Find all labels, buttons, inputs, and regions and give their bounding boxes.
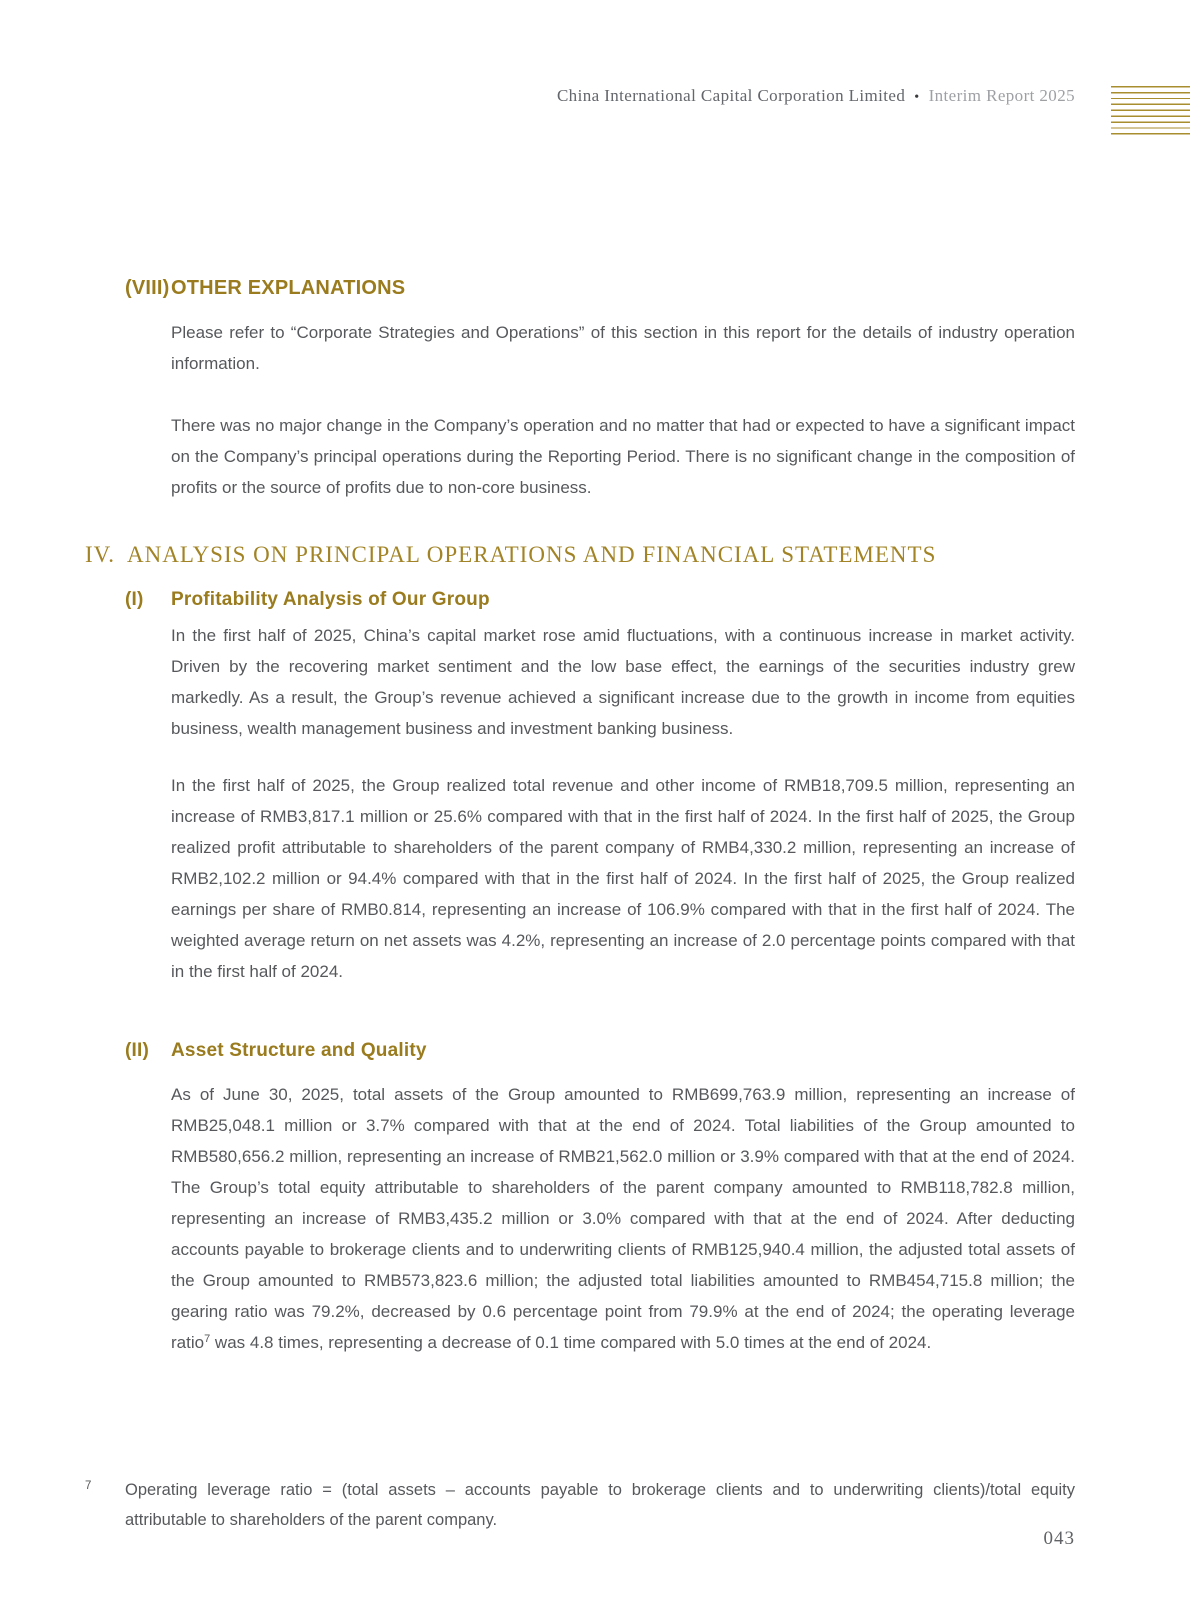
header-company-name: China International Capital Corporation Limited [556,86,906,105]
subsection-i-title: Profitability Analysis of Our Group [171,589,490,610]
paragraph-other-explanations-2: There was no major change in the Company’s operation and no matter that had or expected to have a significant impact on the Company’s principal operations during the Reporting Period. There is no significant change in the composition of profits or the source of profits due to non-core business. [171,416,1075,497]
paragraph-asset-structure-text: As of June 30, 2025, total assets of the Group amounted to RMB699,763.9 million, representing an increase of RMB25,048.1 million or 3.7% compared with that at the end of 2024. Total liabilities of the Group amounted to RMB580,656.2 million, representing an increase of RMB21,562.0 million or 3.9% compared with that at the end of 2024. The Group’s total equity attributable to shareholders of the parent company amounted to RMB118,782.8 million, representing an increase of RMB3,435.2 million or 3.0% compared with that at the end of 2024. After deducting accounts payable to brokerage clients and to underwriting clients of RMB125,940.4 million, the adjusted total assets of the Group amounted to RMB573,823.6 million; the adjusted total liabilities amounted to RMB454,715.8 million; the gearing ratio was 79.2%, decreased by 0.6 percentage point from 79.9% at the end of 2024; the operating leverage ratio [171,1085,1075,1352]
gold-lines-decoration-icon [1111,86,1190,139]
section-iv-heading [85,540,1075,570]
header-report-title: Interim Report 2025 [928,86,1075,105]
paragraph-profitability-1: In the first half of 2025, China’s capital market rose amid fluctuations, with a continuous increase in market activity. Driven by the recovering market sentiment and the low base effect, the earnings of the securities industry grew markedly. As a result, the Group’s revenue achieved a significant increase due to the growth in income from equities business, wealth management business and investment banking business. [171,626,1075,738]
section-viii-heading [125,275,1075,301]
footnote [85,1475,1075,1535]
subsection-ii-label: (II) [125,1040,150,1061]
page-number: 043 [1043,1528,1075,1549]
content-column [85,0,1075,1535]
paragraph-asset-structure-text-continued: was 4.8 times, representing a decrease of 0.1 time compared with 5.0 times at the end of 2024. [210,1333,932,1352]
subsection-ii-title: Asset Structure and Quality [171,1040,427,1061]
paragraph-asset-structure [171,1079,1075,1358]
header-bullet-separator: • [914,90,920,105]
footnote-reference: 7 [204,1333,211,1345]
section-viii-title: OTHER EXPLANATIONS [171,277,406,299]
section-viii-label: (VIII) [125,277,170,299]
subsection-ii-heading [125,1038,1075,1064]
footnote-text: Operating leverage ratio = (total assets – accounts payable to brokerage clients and to underwriting clients)/total equity attributable to shareholders of the parent company. [125,1481,1075,1529]
section-iv-title: ANALYSIS ON PRINCIPAL OPERATIONS AND FINANCIAL STATEMENTS [127,542,937,567]
subsection-i-heading [125,587,1075,613]
footnote-marker: 7 [85,1480,92,1492]
paragraph-profitability-2: In the first half of 2025, the Group realized total revenue and other income of RMB18,709.5 million, representing an increase of RMB3,817.1 million or 25.6% compared with that in the first half of 2024. In the first half of 2025, the Group realized profit attributable to shareholders of the parent company of RMB4,330.2 million, representing an increase of RMB2,102.2 million or 94.4% compared with that in the first half of 2024. In the first half of 2025, the Group realized earnings per share of RMB0.814, representing an increase of 106.9% compared with that in the first half of 2024. The weighted average return on net assets was 4.2%, representing an increase of 2.0 percentage points compared with that in the first half of 2024. [171,776,1075,981]
paragraph-other-explanations-1: Please refer to “Corporate Strategies and Operations” of this section in this report for the details of industry operation information. [171,323,1075,373]
section-iv-label: IV. [85,542,116,567]
subsection-i-label: (I) [125,589,144,610]
